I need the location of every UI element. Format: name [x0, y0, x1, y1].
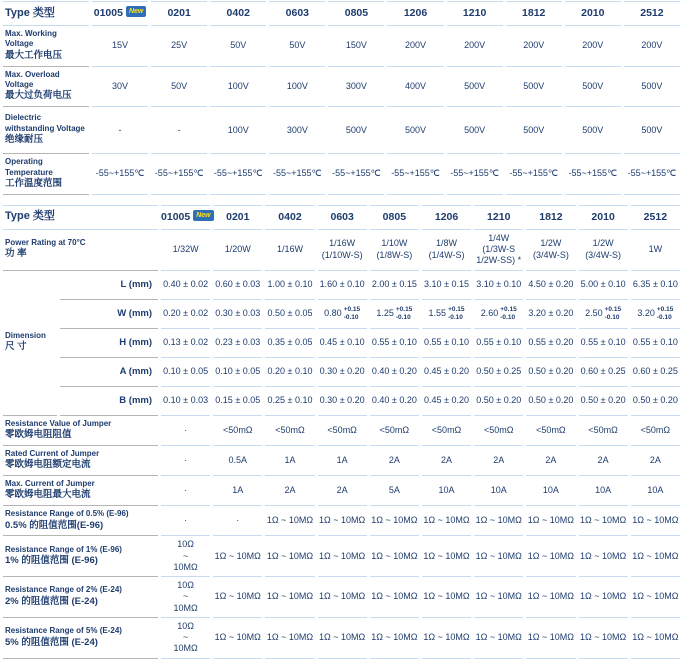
value-cell: 500V	[387, 107, 443, 154]
row-label-en: Operating Temperature	[5, 157, 53, 177]
col-header-0201: 0201	[213, 205, 262, 230]
value-cell: 1Ω ~ 10MΩ	[213, 618, 262, 659]
row-label-en: Resistance Value of Jumper	[5, 418, 112, 428]
value-cell: <50mΩ	[370, 416, 419, 446]
value-cell: 1/32W	[161, 230, 210, 271]
value-cell: 1Ω ~ 10MΩ	[318, 506, 367, 536]
tolerance-plus: +0.15	[656, 305, 674, 313]
value-cell: ·	[161, 476, 210, 506]
col-header-2512: 2512	[631, 205, 680, 230]
value-cell: 25V	[151, 26, 207, 67]
value-cell: -55~+155℃	[92, 154, 148, 195]
table-row	[3, 577, 680, 618]
row-label-zh: 0.5% 的阻值范围(E-96)	[5, 519, 104, 531]
value-cell: 3.10 ± 0.10	[474, 271, 523, 300]
value-cell: -55~+155℃	[269, 154, 325, 195]
value-cell: 50V	[210, 26, 266, 67]
value-cell: -55~+155℃	[447, 154, 503, 195]
value-cell: 1/4W (1/3W-S 1/2W-SS) *	[474, 230, 523, 271]
type-header-cell: Type 类型	[3, 205, 158, 230]
value-cell: 0.45 ± 0.10	[318, 329, 367, 358]
row-label-zh: 零欧姆电阻额定电流	[5, 459, 91, 471]
power-rating-row	[3, 230, 680, 271]
value-cell: 1.00 ± 0.10	[265, 271, 314, 300]
row-label-en: Max. Working Voltage	[5, 29, 57, 49]
value-cell: 0.55 ± 0.10	[631, 329, 680, 358]
dimension-value: 2.50	[585, 307, 603, 318]
row-label-en: Max. Current of Jumper	[5, 478, 95, 488]
value-cell: <50mΩ	[474, 416, 523, 446]
value-cell: 30V	[92, 67, 148, 108]
row-label	[3, 67, 89, 108]
value-cell: 0.50 ± 0.20	[631, 387, 680, 416]
value-cell: 1Ω ~ 10MΩ	[579, 536, 628, 577]
value-cell: 10A	[474, 476, 523, 506]
value-cell: 500V	[506, 67, 562, 108]
dimension-group-label	[3, 271, 57, 416]
value-cell: 1Ω ~ 10MΩ	[579, 577, 628, 618]
value-cell: 0.50 ± 0.20	[526, 387, 575, 416]
row-label-zh: 功 率	[5, 248, 27, 260]
value-cell: 0.5A	[213, 446, 262, 476]
row-label-zh: 5% 的阻值范围 (E-24)	[5, 636, 98, 648]
row-label	[3, 618, 158, 659]
value-cell: 0.23 ± 0.03	[213, 329, 262, 358]
value-cell: <50mΩ	[526, 416, 575, 446]
value-cell: 3.10 ± 0.15	[422, 271, 471, 300]
value-cell: 50V	[269, 26, 325, 67]
row-label	[3, 154, 89, 195]
value-cell: ·	[161, 416, 210, 446]
value-cell: 1Ω ~ 10MΩ	[318, 536, 367, 577]
value-cell: 500V	[565, 107, 621, 154]
table-row	[3, 536, 680, 577]
value-cell: 0.55 ± 0.20	[526, 329, 575, 358]
value-cell: 1A	[318, 446, 367, 476]
value-cell: 1Ω ~ 10MΩ	[526, 618, 575, 659]
value-cell: 1/16W	[265, 230, 314, 271]
dimension-value: 2.60	[480, 307, 499, 318]
value-cell: 1Ω ~ 10MΩ	[265, 506, 314, 536]
value-cell: 1Ω ~ 10MΩ	[631, 536, 680, 577]
col-header-0201: 0201	[151, 1, 207, 26]
value-cell: 0.10 ± 0.03	[161, 387, 210, 416]
dimension-row	[3, 271, 680, 300]
value-cell: 10A	[631, 476, 680, 506]
value-cell: 1Ω ~ 10MΩ	[474, 577, 523, 618]
dimension-value: 1.55	[428, 307, 447, 318]
row-label-zh: 零欧姆电阻最大电流	[5, 489, 91, 501]
value-cell: 1Ω ~ 10MΩ	[265, 618, 314, 659]
tolerance-plus: +0.15	[395, 305, 413, 313]
row-label-zh: 最大工作电压	[5, 49, 63, 61]
col-header-0603: 0603	[318, 205, 367, 230]
row-label	[3, 107, 89, 154]
col-header-2512: 2512	[624, 1, 680, 26]
value-cell: 0.40 ± 0.20	[370, 358, 419, 387]
value-cell: 200V	[387, 26, 443, 67]
dimension-row	[3, 358, 680, 387]
value-cell: 1Ω ~ 10MΩ	[422, 506, 471, 536]
table-gap	[0, 195, 683, 205]
row-label-en: Max. Overload Voltage	[5, 69, 60, 89]
table-row	[3, 26, 680, 67]
tolerance-minus: -0.10	[448, 313, 463, 321]
value-cell: 1Ω ~ 10MΩ	[474, 536, 523, 577]
value-cell: 200V	[447, 26, 503, 67]
dimension-row	[3, 329, 680, 358]
value-cell: 500V	[624, 107, 680, 154]
value-cell: 1Ω ~ 10MΩ	[474, 618, 523, 659]
value-cell: <50mΩ	[318, 416, 367, 446]
header-row	[3, 1, 680, 26]
value-cell: 0.40 ± 0.20	[370, 387, 419, 416]
value-cell: 0.20 ± 0.10	[265, 358, 314, 387]
value-cell: 1Ω ~ 10MΩ	[213, 577, 262, 618]
value-cell: 2A	[265, 476, 314, 506]
tolerance-plus: +0.15	[448, 305, 465, 313]
value-cell: 1Ω ~ 10MΩ	[370, 506, 419, 536]
table-row	[3, 618, 680, 659]
row-label	[3, 536, 158, 577]
value-cell: 0.30 ± 0.20	[318, 387, 367, 416]
value-cell: 0.10 ± 0.05	[161, 358, 210, 387]
tolerance-stack	[500, 306, 516, 322]
value-cell: 1Ω ~ 10MΩ	[631, 577, 680, 618]
dimension-value: 0.80	[324, 307, 342, 318]
value-cell: 2A	[318, 476, 367, 506]
value-cell: 0.30 ± 0.03	[213, 300, 262, 329]
value-cell	[631, 300, 680, 329]
value-cell: 1/10W (1/8W-S)	[370, 230, 419, 271]
value-cell: 1/2W (3/4W-S)	[526, 230, 575, 271]
value-cell: 0.50 ± 0.20	[526, 358, 575, 387]
value-cell: 1Ω ~ 10MΩ	[631, 618, 680, 659]
col-header-1210: 1210	[474, 205, 523, 230]
dimension-row	[3, 300, 680, 329]
value-cell: 1Ω ~ 10MΩ	[474, 506, 523, 536]
row-label-zh: 最大过负荷电压	[5, 90, 72, 102]
value-cell: -	[92, 107, 148, 154]
value-cell: 10Ω ~ 10MΩ	[161, 618, 210, 659]
tolerance-stack	[396, 306, 412, 322]
col-header-1812: 1812	[526, 205, 575, 230]
value-cell: 2A	[631, 446, 680, 476]
value-cell: 1Ω ~ 10MΩ	[422, 536, 471, 577]
row-label-en: Resistance Range of 0.5% (E-96)	[5, 509, 129, 519]
value-cell: 1A	[265, 446, 314, 476]
value-cell: 10A	[579, 476, 628, 506]
value-cell: -55~+155℃	[210, 154, 266, 195]
value-cell: 500V	[624, 67, 680, 108]
table-row	[3, 107, 680, 154]
row-label-zh: 1% 的阻值范围 (E-96)	[5, 555, 98, 566]
table1-body	[3, 26, 680, 195]
value-cell: -	[151, 107, 207, 154]
value-cell: 1Ω ~ 10MΩ	[579, 618, 628, 659]
value-cell: 1W	[631, 230, 680, 271]
row-label	[3, 26, 89, 67]
col-header-0603: 0603	[269, 1, 325, 26]
row-label-zh: 尺 寸	[5, 341, 27, 353]
row-label	[3, 506, 158, 536]
value-cell: <50mΩ	[631, 416, 680, 446]
value-cell: 0.40 ± 0.02	[161, 271, 210, 300]
value-cell: 1Ω ~ 10MΩ	[370, 536, 419, 577]
value-cell: 0.20 ± 0.02	[161, 300, 210, 329]
new-badge: New	[193, 210, 213, 221]
value-cell: ·	[161, 446, 210, 476]
value-cell: 100V	[269, 67, 325, 108]
row-label	[3, 230, 158, 271]
row-label-zh: 零欧姆电阻阻值	[5, 428, 72, 440]
value-cell: 1Ω ~ 10MΩ	[370, 618, 419, 659]
table2-body	[3, 230, 680, 659]
value-cell: 1/16W (1/10W-S)	[318, 230, 367, 271]
value-cell: 15V	[92, 26, 148, 67]
table-row	[3, 446, 680, 476]
value-cell: 2A	[579, 446, 628, 476]
value-cell: 0.55 ± 0.10	[579, 329, 628, 358]
value-cell: 2A	[370, 446, 419, 476]
value-cell: 5A	[370, 476, 419, 506]
value-cell: 0.55 ± 0.10	[370, 329, 419, 358]
table1-header	[3, 1, 680, 26]
value-cell: 10Ω ~ 10MΩ	[161, 577, 210, 618]
value-cell: 2A	[474, 446, 523, 476]
row-label-en: Resistance Range of 2% (E-24)	[5, 585, 122, 595]
value-cell: 0.15 ± 0.05	[213, 387, 262, 416]
row-label-en: Power Rating at 70°C	[5, 238, 86, 248]
value-cell: 10A	[526, 476, 575, 506]
value-cell: 300V	[269, 107, 325, 154]
value-cell: 0.50 ± 0.25	[474, 358, 523, 387]
row-label-zh: 2% 的阻值范围 (E-24)	[5, 595, 98, 607]
tolerance-minus: -0.10	[343, 313, 359, 321]
value-cell: 0.55 ± 0.10	[474, 329, 523, 358]
row-label-en: Dimension	[5, 330, 46, 340]
value-cell: 2A	[526, 446, 575, 476]
col-header-0402: 0402	[210, 1, 266, 26]
col-header-01005: 01005 New	[92, 1, 148, 26]
tolerance-stack	[448, 306, 464, 322]
value-cell: 0.45 ± 0.20	[422, 358, 471, 387]
value-cell: -55~+155℃	[151, 154, 207, 195]
value-cell: 0.50 ± 0.20	[474, 387, 523, 416]
col-header-0805: 0805	[370, 205, 419, 230]
value-cell: <50mΩ	[213, 416, 262, 446]
value-cell: 1Ω ~ 10MΩ	[579, 506, 628, 536]
value-cell: 0.60 ± 0.25	[579, 358, 628, 387]
value-cell: 1/8W (1/4W-S)	[422, 230, 471, 271]
value-cell: 1Ω ~ 10MΩ	[526, 536, 575, 577]
value-cell: 5.00 ± 0.10	[579, 271, 628, 300]
value-cell: -55~+155℃	[624, 154, 680, 195]
value-cell: 1Ω ~ 10MΩ	[370, 577, 419, 618]
value-cell: 0.55 ± 0.10	[422, 329, 471, 358]
value-cell: 0.60 ± 0.03	[213, 271, 262, 300]
col-header-2010: 2010	[579, 205, 628, 230]
col-header-2010: 2010	[565, 1, 621, 26]
value-cell: ·	[213, 506, 262, 536]
value-cell: 500V	[506, 107, 562, 154]
value-cell: 50V	[151, 67, 207, 108]
col-header-1812: 1812	[506, 1, 562, 26]
dimension-sublabel: L (mm)	[60, 271, 158, 300]
tolerance-minus: -0.10	[656, 313, 672, 321]
value-cell: 0.10 ± 0.05	[213, 358, 262, 387]
col-header-1206: 1206	[422, 205, 471, 230]
row-label-en: Resistance Range of 1% (E-96)	[5, 544, 122, 554]
dimension-sublabel: H (mm)	[60, 329, 158, 358]
value-cell: 2A	[422, 446, 471, 476]
value-cell: 1Ω ~ 10MΩ	[213, 536, 262, 577]
tolerance-stack	[657, 306, 673, 322]
value-cell: 100V	[210, 67, 266, 108]
value-cell: 0.13 ± 0.02	[161, 329, 210, 358]
table-row	[3, 67, 680, 108]
value-cell: ·	[161, 506, 210, 536]
value-cell: 0.50 ± 0.20	[579, 387, 628, 416]
value-cell	[370, 300, 419, 329]
value-cell: 1Ω ~ 10MΩ	[631, 506, 680, 536]
value-cell: 400V	[387, 67, 443, 108]
value-cell: 1Ω ~ 10MΩ	[318, 618, 367, 659]
value-cell: 1/2W (3/4W-S)	[579, 230, 628, 271]
col-header-01005: 01005 New	[161, 205, 210, 230]
tolerance-stack	[605, 306, 621, 322]
table-row	[3, 154, 680, 195]
value-cell: 0.50 ± 0.05	[265, 300, 314, 329]
value-cell: 1/20W	[213, 230, 262, 271]
value-cell: 0.35 ± 0.05	[265, 329, 314, 358]
value-cell: 1Ω ~ 10MΩ	[318, 577, 367, 618]
dimension-row	[3, 387, 680, 416]
dimension-value: 1.25	[376, 307, 394, 318]
value-cell: 1Ω ~ 10MΩ	[526, 577, 575, 618]
col-header-1210: 1210	[447, 1, 503, 26]
value-cell: 1Ω ~ 10MΩ	[422, 577, 471, 618]
tolerance-minus: -0.10	[500, 313, 516, 321]
new-badge: New	[126, 6, 146, 17]
value-cell: 10Ω ~ 10MΩ	[161, 536, 210, 577]
tolerance-minus: -0.10	[395, 313, 411, 321]
tolerance-stack	[344, 306, 360, 322]
value-cell: 0.25 ± 0.10	[265, 387, 314, 416]
row-label	[3, 446, 158, 476]
table-row	[3, 506, 680, 536]
value-cell: 150V	[328, 26, 384, 67]
value-cell: -55~+155℃	[565, 154, 621, 195]
row-label	[3, 577, 158, 618]
value-cell: 1Ω ~ 10MΩ	[265, 536, 314, 577]
row-label-zh: 绝缘耐压	[5, 134, 44, 146]
value-cell: 100V	[210, 107, 266, 154]
value-cell	[318, 300, 367, 329]
table2-header	[3, 205, 680, 230]
value-cell: 1Ω ~ 10MΩ	[265, 577, 314, 618]
value-cell: 0.30 ± 0.20	[318, 358, 367, 387]
value-cell: 4.50 ± 0.20	[526, 271, 575, 300]
row-label-en: Resistance Range of 5% (E-24)	[5, 626, 122, 636]
value-cell: 1.60 ± 0.10	[318, 271, 367, 300]
tolerance-minus: -0.10	[604, 313, 620, 321]
value-cell: 1A	[213, 476, 262, 506]
value-cell: 2.00 ± 0.15	[370, 271, 419, 300]
value-cell: -55~+155℃	[328, 154, 384, 195]
row-label-zh: 工作温度范围	[5, 177, 63, 189]
dimension-sublabel: A (mm)	[60, 358, 158, 387]
tolerance-plus: +0.15	[604, 305, 622, 313]
dimension-value: 3.20	[637, 307, 655, 318]
row-label-en: Rated Current of Jumper	[5, 448, 100, 458]
value-cell: 300V	[328, 67, 384, 108]
value-cell: 200V	[506, 26, 562, 67]
row-label	[3, 416, 158, 446]
type-header-cell: Type 类型	[3, 1, 89, 26]
value-cell: -55~+155℃	[387, 154, 443, 195]
row-label	[3, 476, 158, 506]
value-cell: <50mΩ	[265, 416, 314, 446]
value-cell: 1Ω ~ 10MΩ	[422, 618, 471, 659]
value-cell	[422, 300, 471, 329]
value-cell	[579, 300, 628, 329]
value-cell: 6.35 ± 0.10	[631, 271, 680, 300]
value-cell: 200V	[565, 26, 621, 67]
value-cell: 500V	[447, 107, 503, 154]
tolerance-plus: +0.15	[500, 305, 517, 313]
col-header-0402: 0402	[265, 205, 314, 230]
power-dimensions-table	[0, 205, 683, 659]
value-cell: <50mΩ	[579, 416, 628, 446]
dimension-sublabel: B (mm)	[60, 387, 158, 416]
dimension-sublabel: W (mm)	[60, 300, 158, 329]
value-cell	[474, 300, 523, 329]
value-cell: 200V	[624, 26, 680, 67]
value-cell: 500V	[447, 67, 503, 108]
value-cell: <50mΩ	[422, 416, 471, 446]
col-header-1206: 1206	[387, 1, 443, 26]
value-cell: 0.60 ± 0.25	[631, 358, 680, 387]
value-cell: 500V	[565, 67, 621, 108]
header-row	[3, 205, 680, 230]
value-cell: -55~+155℃	[506, 154, 562, 195]
row-label-en: Dielectric withstanding Voltage	[5, 113, 85, 133]
electrical-characteristics-table	[0, 1, 683, 195]
value-cell: 10A	[422, 476, 471, 506]
value-cell: 3.20 ± 0.20	[526, 300, 575, 329]
col-header-0805: 0805	[328, 1, 384, 26]
table-row	[3, 476, 680, 506]
value-cell: 0.45 ± 0.20	[422, 387, 471, 416]
value-cell: 1Ω ~ 10MΩ	[526, 506, 575, 536]
table-row	[3, 416, 680, 446]
tolerance-plus: +0.15	[343, 305, 361, 313]
value-cell: 500V	[328, 107, 384, 154]
